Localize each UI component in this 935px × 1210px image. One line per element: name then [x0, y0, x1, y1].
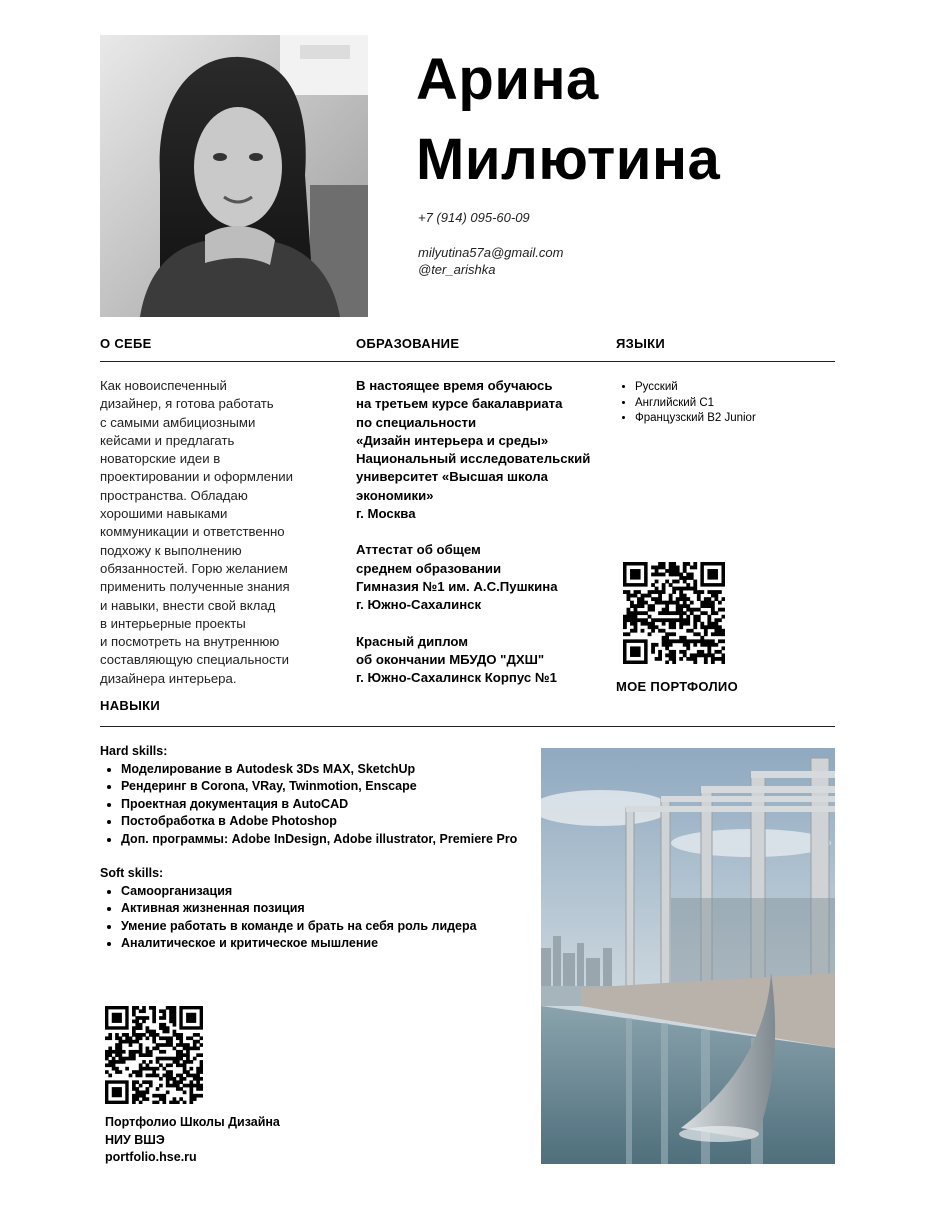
education-entry: В настоящее время обучаюсь на третьем курсе бакалавриата по специальности «Дизайн интерьера и среды» Национальный исследовательский университет «Высшая школа экономики» г. Москва	[356, 378, 591, 522]
social-handle: @ter_arishka	[418, 262, 496, 277]
list-item: • Доп. программы: Adobe InDesign, Adobe illustrator, Premiere Pro	[121, 831, 540, 849]
first-name: Арина	[416, 47, 599, 112]
skills-block	[100, 743, 540, 970]
education-list	[356, 377, 606, 705]
portfolio-qr-label: МОЕ ПОРТФОЛИО	[616, 679, 738, 694]
portfolio-qr-code[interactable]	[623, 562, 725, 664]
list-item: • Моделирование в Autodesk 3Ds MAX, SketchUp	[121, 761, 540, 779]
list-item: • Французский В2 Junior	[635, 411, 756, 427]
languages-list	[616, 380, 756, 427]
school-portfolio-caption: Портфолио Школы Дизайна НИУ ВШЭ portfolio.hse.ru	[105, 1115, 280, 1164]
list-item: • Проектная документация в AutoCAD	[121, 796, 540, 814]
school-portfolio-qr-code[interactable]	[105, 1006, 203, 1104]
section-title-languages: ЯЗЫКИ	[616, 336, 665, 351]
section-title-education: ОБРАЗОВАНИЕ	[356, 336, 460, 351]
list-item: • Английский С1	[635, 396, 756, 412]
about-text: Как новоиспеченный дизайнер, я готова работать с самыми амбициозными кейсами и предлагать новаторские идеи в проектировании и оформлении пространства. Обладаю хорошими навыками коммуникации и ответственно подхожу к выполнению обязанностей. Горю желанием применить полученные знания и навыки, внести свой вклад в интерьерные проекты и посмотреть на внутреннюю составляющую специальности дизайнера интерьера.	[100, 378, 294, 686]
hard-skills-list	[100, 761, 540, 849]
list-item: • Русский	[635, 380, 756, 396]
last-name: Милютина	[416, 127, 721, 192]
list-item: • Аналитическое и критическое мышление	[121, 935, 540, 953]
section-title-about: О СЕБЕ	[100, 336, 152, 351]
soft-skills-list	[100, 883, 540, 953]
section-title-skills: НАВЫКИ	[100, 698, 160, 713]
list-item: • Рендеринг в Corona, VRay, Twinmotion, Enscape	[121, 778, 540, 796]
hard-skills-title: Hard skills:	[100, 744, 168, 758]
list-item: • Умение работать в команде и брать на себя роль лидера	[121, 918, 540, 936]
list-item: • Самоорганизация	[121, 883, 540, 901]
list-item: • Активная жизненная позиция	[121, 900, 540, 918]
interior-render-image	[541, 748, 835, 1164]
divider	[100, 361, 835, 362]
person-name	[416, 40, 720, 200]
profile-photo	[100, 35, 368, 317]
divider	[100, 726, 835, 727]
list-item: • Постобработка в Adobe Photoshop	[121, 813, 540, 831]
email: milyutina57a@gmail.com	[418, 245, 564, 260]
phone: +7 (914) 095-60-09	[418, 210, 530, 225]
soft-skills-title: Soft skills:	[100, 866, 164, 880]
education-entry: Красный диплом об окончании МБУДО "ДХШ" г. Южно-Сахалинск Корпус №1	[356, 633, 557, 686]
education-entry: Аттестат об общем среднем образовании Гимназия №1 им. А.С.Пушкина г. Южно-Сахалинск	[356, 542, 558, 613]
